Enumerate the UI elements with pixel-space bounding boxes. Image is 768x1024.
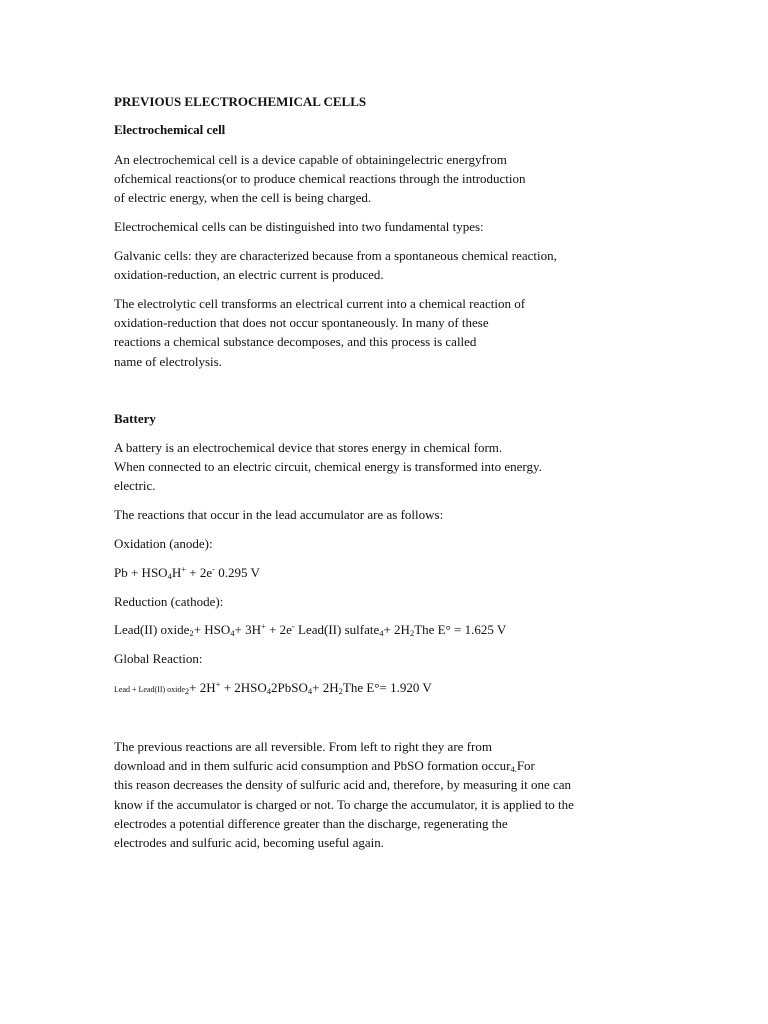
text-line: of electric energy, when the cell is being charged. bbox=[114, 190, 372, 206]
paragraph-reactions-intro bbox=[114, 505, 714, 524]
text-line: oxidation-reduction, an electric current is produced. bbox=[114, 267, 384, 283]
section-heading-battery: Battery bbox=[114, 410, 156, 426]
text-line: reactions a chemical substance decomposes, and this process is called bbox=[114, 334, 477, 350]
oxidation-equation: $Pb + HSO_4H^+ + 2e^-$ 0.295 V bbox=[114, 563, 260, 581]
text-line: know if the accumulator is charged or not. To charge the accumulator, it is applied to the bbox=[114, 796, 574, 812]
global-reaction-equation: Lead + Lead(II) oxide$_2$+ $2H^+ + 2HSO_42PbSO_4+ 2H_2The$ E°= 1.920 V bbox=[114, 679, 432, 697]
text-line: A battery is an electrochemical device that stores energy in chemical form. bbox=[114, 439, 503, 455]
text-line: oxidation-reduction that does not occur spontaneously. In many of these bbox=[114, 315, 489, 331]
global-reaction-label: Global Reaction: bbox=[114, 651, 203, 667]
text-line: The reactions that occur in the lead accumulator are as follows: bbox=[114, 507, 444, 523]
paragraph-electrolytic bbox=[114, 294, 714, 371]
text-line: An electrochemical cell is a device capable of obtainingelectric energyfrom bbox=[114, 151, 507, 167]
page-title: PREVIOUS ELECTROCHEMICAL CELLS bbox=[114, 94, 367, 109]
text-line: electric. bbox=[114, 478, 156, 494]
reduction-equation: Lead(II) oxide$_2$+ $HSO_4+ 3H^+ + 2e^-$ Lead(II) sulfate$_4$+ $2H_2The$ E° = 1.625 V bbox=[114, 621, 507, 639]
document-page bbox=[114, 92, 714, 862]
section-heading-electrochemical-cell: Electrochemical cell bbox=[114, 122, 226, 138]
paragraph-types bbox=[114, 217, 714, 236]
reduction-label: Reduction (cathode): bbox=[114, 593, 224, 609]
paragraph-battery-definition bbox=[114, 438, 714, 496]
paragraph-definition bbox=[114, 150, 714, 208]
paragraph-reversible bbox=[114, 737, 714, 853]
text-line: Galvanic cells: they are characterized because from a spontaneous chemical reaction, bbox=[114, 247, 557, 263]
text-line: name of electrolysis. bbox=[114, 353, 222, 369]
text-line: download and in them sulfuric acid consumption and PbSO formation occur$_{4.}$For bbox=[114, 758, 535, 775]
text-line: ofchemical reactions(or to produce chemical reactions through the introduction bbox=[114, 170, 526, 186]
text-line: electrodes and sulfuric acid, becoming useful again. bbox=[114, 835, 385, 851]
text-line: Electrochemical cells can be distinguished into two fundamental types: bbox=[114, 218, 484, 234]
text-line: When connected to an electric circuit, chemical energy is transformed into energy. bbox=[114, 459, 542, 475]
text-line: The previous reactions are all reversible. From left to right they are from bbox=[114, 738, 492, 754]
text-line: electrodes a potential difference greater than the discharge, regenerating the bbox=[114, 816, 508, 832]
paragraph-galvanic bbox=[114, 246, 714, 285]
oxidation-label: Oxidation (anode): bbox=[114, 536, 213, 552]
text-line: this reason decreases the density of sulfuric acid and, therefore, by measuring it one can bbox=[114, 777, 571, 793]
text-line: The electrolytic cell transforms an electrical current into a chemical reaction of bbox=[114, 295, 526, 311]
